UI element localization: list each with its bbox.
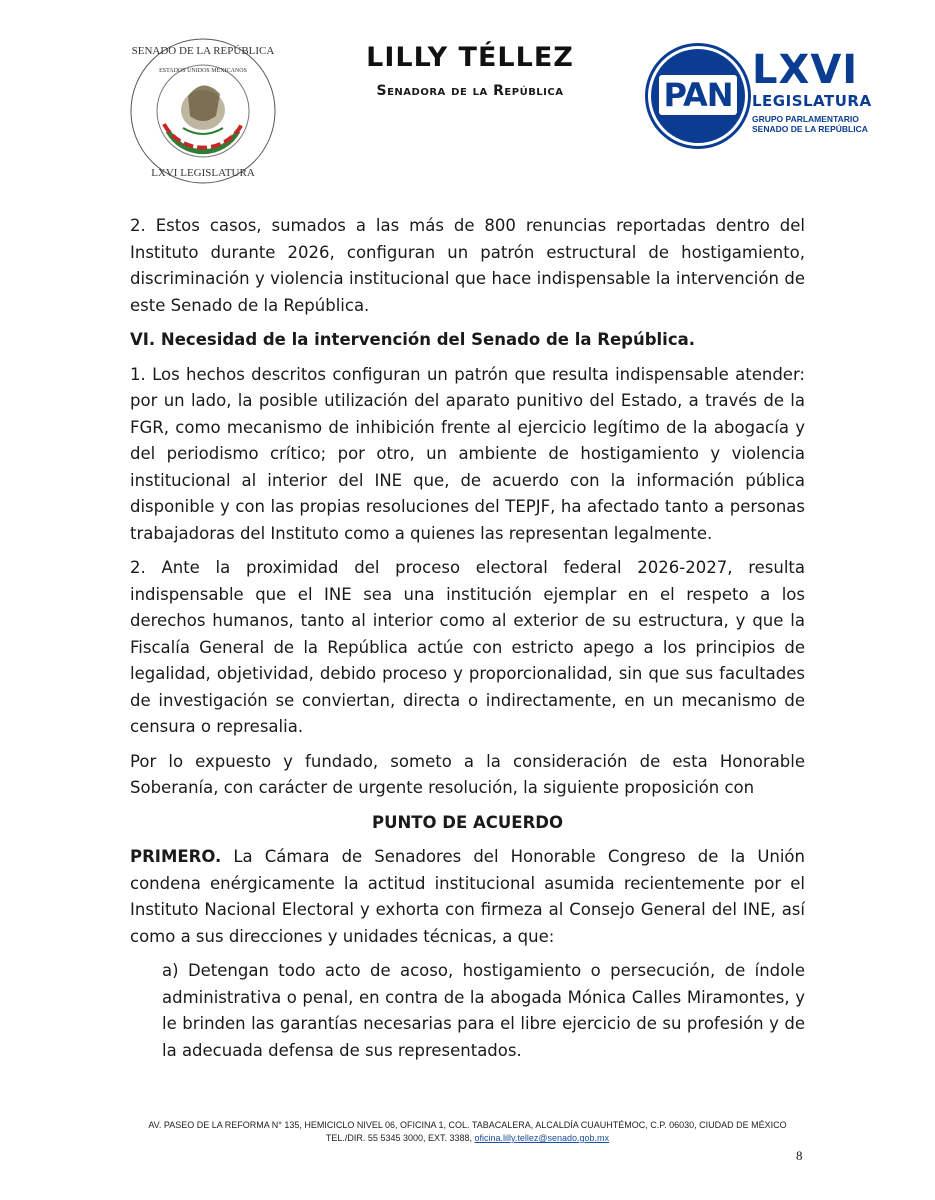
- punto-de-acuerdo-heading: PUNTO DE ACUERDO: [371, 812, 563, 832]
- legislature-label: LEGISLATURA: [752, 92, 872, 110]
- paragraph: 1. Los hechos descritos configuran un patrón que resulta indispensable atender: por un lado, la posible utilización del aparato punitivo del Estado, a través de la FGR, como mecanismo de inhibición frente al ejercicio legítimo de la abogacía y del periodismo crítico; por otro, un ambiente de hostigamiento y violencia institucional al interior del INE que, de acuerdo con la información pública disponible y con las propias resoluciones del TEPJF, ha afectado tanto a personas trabajadoras del Instituto como a quienes las representan legalmente.: [130, 364, 805, 543]
- pan-logo-icon: [648, 46, 748, 146]
- party-logo: [648, 46, 872, 142]
- footer-contact: [60, 1132, 875, 1145]
- seal-bottom-text: LXVI LEGISLATURA: [151, 167, 255, 179]
- document-body: [130, 213, 805, 1072]
- footer-email-link[interactable]: oficina.lilly.tellez@senado.gob.mx: [474, 1133, 610, 1143]
- group-line-2: SENADO DE LA REPÚBLICA: [752, 124, 868, 134]
- paragraph: Por lo expuesto y fundado, someto a la consideración de esta Honorable Soberanía, con carácter de urgente resolución, la siguiente proposición con: [130, 751, 805, 797]
- senator-title-block: [300, 42, 640, 99]
- footer-address: AV. PASEO DE LA REFORMA N° 135, HEMICICLO NIVEL 06, OFICINA 1, COL. TABACALERA, ALCALDÍA CUAUHTÉMOC, C.P. 06030, CIUDAD DE MÉXICO: [148, 1120, 787, 1130]
- page-number: 8: [796, 1148, 803, 1163]
- seal-inner-text: ESTADOS UNIDOS MEXICANOS: [159, 68, 247, 74]
- section-heading: VI. Necesidad de la intervención del Senado de la República.: [130, 330, 696, 349]
- group-line-1: GRUPO PARLAMENTARIO: [752, 114, 859, 124]
- parliamentary-group: [752, 114, 868, 134]
- seal-top-text: SENADO DE LA REPÚBLICA: [131, 45, 275, 57]
- primero-paragraph: [130, 844, 805, 950]
- senator-name: LILLY TÉLLEZ: [366, 42, 574, 73]
- legislature-number: LXVI: [752, 47, 859, 93]
- primero-text: La Cámara de Senadores del Honorable Congreso de la Unión condena enérgicamente la actitud institucional asumida recientemente por el Instituto Nacional Electoral y exhorta con firmeza al Consejo General del INE, así como a sus direcciones y unidades técnicas, a que:: [130, 847, 805, 946]
- paragraph: 2. Estos casos, sumados a las más de 800 renuncias reportadas dentro del Instituto durante 2026, configuran un patrón estructural de hostigamiento, discriminación y violencia institucional que hace indispensable la intervención de este Senado de la República.: [130, 216, 805, 315]
- footer-phone: TEL./DIR. 55 5345 3000, EXT. 3388,: [325, 1133, 475, 1143]
- paragraph: 2. Ante la proximidad del proceso electoral federal 2026-2027, resulta indispensable que el INE sea una institución ejemplar en el respeto a los derechos humanos, tanto al interior como al exterior de su estructura, y que la Fiscalía General de la República actúe con estricto apego a los principios de legalidad, objetividad, debido proceso y proporcionalidad, sin que sus facultades de investigación se conviertan, directa o indirectamente, en un mecanismo de censura o represalia.: [130, 558, 805, 736]
- senator-role: Senadora de la República: [376, 83, 564, 99]
- pan-logo-text: PAN: [663, 76, 733, 114]
- list-item-a: a) Detengan todo acto de acoso, hostigamiento o persecución, de índole administrativa o penal, en contra de la abogada Mónica Calles Miramontes, y le brinden las garantías necesarias para el libre ejercicio de su profesión y de la adecuada defensa de sus representados.: [162, 961, 805, 1060]
- page-footer: [60, 1119, 875, 1145]
- senate-seal-icon: [128, 36, 278, 186]
- page-header: [0, 0, 935, 200]
- primero-label: PRIMERO.: [130, 847, 222, 866]
